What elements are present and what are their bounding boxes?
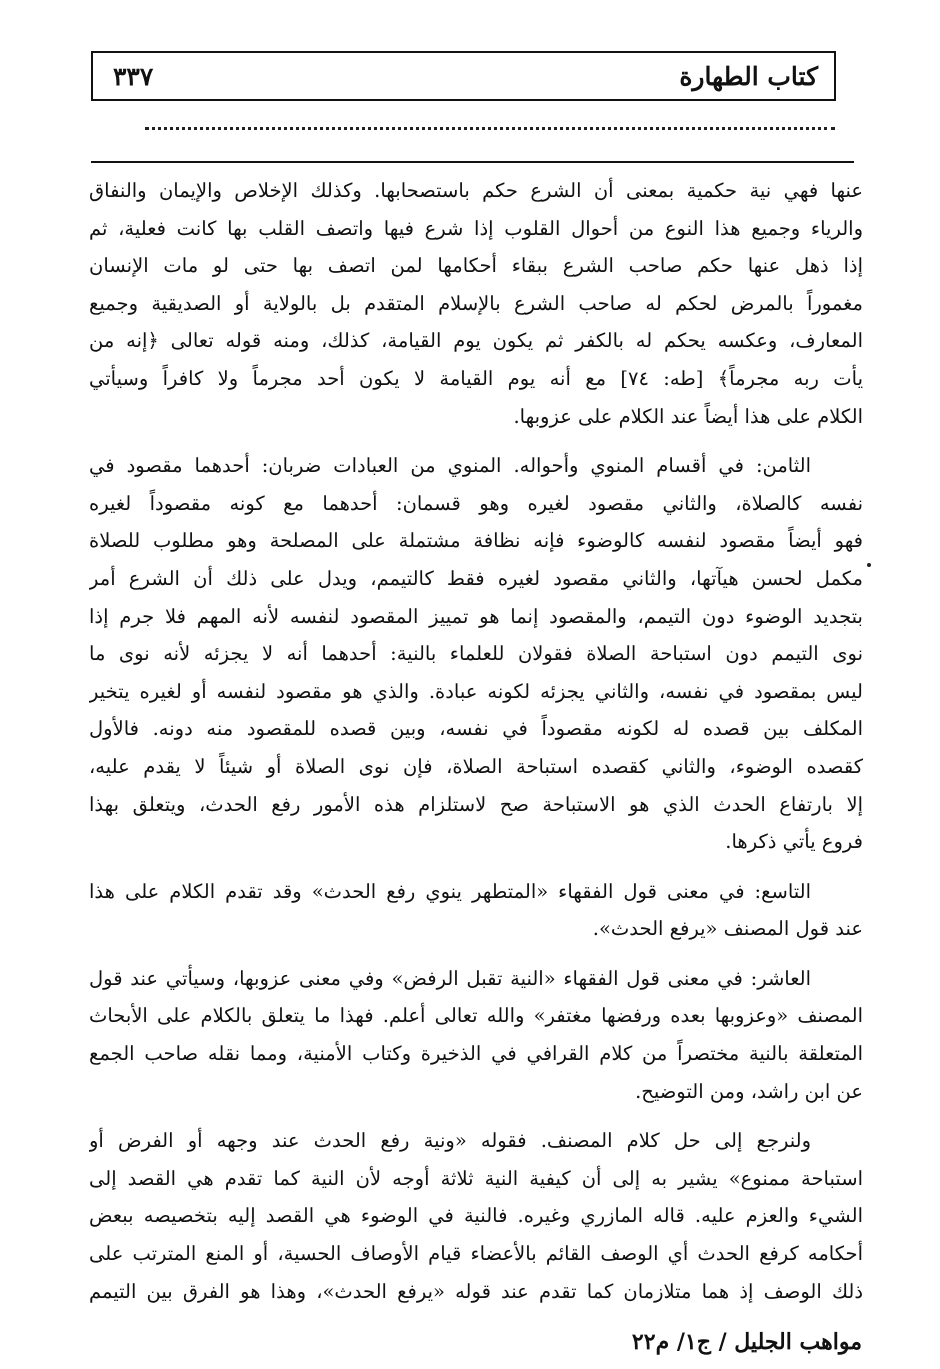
margin-mark: [867, 563, 871, 567]
text-line: المصنف «وعزوبها بعده ورفضها مغتفر» والله تعالى أعلم. فهذا ما يتعلق بالكلام على الأبحاث: [89, 1004, 863, 1028]
text-line: ليس بمقصود في نفسه، والثاني يجزئه لكونه عبادة. والذي هو مقصود لنفسه أو لغيره يتخير: [89, 679, 863, 703]
text-line: المعارف، وعكسه يحكم له بالكفر ثم يكون يوم القيامة، كذلك، ومنه قوله تعالى ﴿إنه من: [89, 329, 863, 353]
paragraph: [89, 447, 863, 861]
text-line: نفسه كالصلاة، والثاني مقصود لغيره وهو قسمان: أحدهما مع كونه مقصوداً لغيره: [89, 491, 863, 515]
running-header: [91, 51, 836, 101]
paragraph: [89, 1122, 863, 1310]
text-line: المتعلقة بالنية مختصراً من كلام القرافي في الذخيرة وكتاب الأمنية، ومما نقله صاحب الجمع: [89, 1042, 863, 1066]
text-line: مكمل لحسن هيآتها، والثاني مقصود لغيره فقط كالتيمم، ويدل على ذلك أن الشرع أمر: [89, 566, 863, 590]
text-line: فروع يأتي ذكرها.: [725, 830, 863, 854]
text-line: أحكامه كرفع الحدث أي الوصف القائم بالأعضاء قيام الأوصاف الحسية، أو المنع المترتب على: [89, 1242, 863, 1266]
chapter-title: كتاب الطهارة: [679, 62, 818, 91]
text-line: التاسع: في معنى قول الفقهاء «المتطهر ينوي رفع الحدث» وقد تقدم الكلام على هذا: [89, 879, 811, 903]
text-line: عنها فهي نية حكمية بمعنى أن الشرع حكم باستصحابها. وكذلك الإخلاص والإيمان والنفاق: [89, 179, 863, 202]
text-line: ذلك الوصف إذ هما متلازمان كما تقدم عند قوله «يرفع الحدث»، وهذا هو الفرق بين التيمم: [89, 1279, 863, 1303]
text-line: عن ابن راشد، ومن التوضيح.: [635, 1079, 863, 1103]
footer-signature: مواهب الجليل / ج١/ م٢٢: [631, 1329, 862, 1355]
page-number: ٣٣٧: [113, 62, 154, 91]
paragraph: [89, 172, 863, 435]
dotted-separator: [145, 127, 835, 130]
text-line: ولنرجع إلى حل كلام المصنف. فقوله «ونية رفع الحدث عند وجهه أو الفرض أو: [89, 1129, 811, 1153]
text-line: يأت ربه مجرماً﴾ [طه: ٧٤] مع أنه يوم القيامة لا يكون أحد مجرماً ولا كافراً وسيأتي: [89, 366, 863, 390]
text-line: العاشر: في معنى قول الفقهاء «النية تقبل الرفض» وفي معنى عزوبها، وسيأتي عند قول: [89, 966, 811, 990]
text-line: إذا ذهل عنها حكم صاحب الشرع ببقاء أحكامها لمن اتصف بها حتى لو مات الإنسان: [89, 254, 863, 278]
text-line: والرياء وجميع هذا النوع من أحوال القلوب إذا شرع فيها واتصف القلب بها كانت فعلية، ثم: [89, 216, 863, 240]
text-line: مغموراً بالمرض لحكم له صاحب الشرع بالإسلام المتقدم بل بالولاية أو الصديقية وجميع: [89, 291, 863, 315]
text-line: المكلف بين قصده له لكونه مقصوداً في نفسه، وبين قصده للمقصود منه دونه. فالأول: [89, 717, 863, 741]
text-line: استباحة ممنوع» يشير به إلى أن كيفية النية ثلاثة أوجه لأن النية كما تقدم هي القصد إلى: [89, 1166, 863, 1190]
paragraph: [89, 873, 863, 948]
text-line: الشيء والعزم عليه. قاله المازري وغيره. فالنية في الوضوء هي القصد إليه بتخصيصه ببعض: [89, 1204, 863, 1228]
text-line: بتجديد الوضوء دون التيمم، والمقصود إنما هو تمييز المقصود لنفسه لأنه المهم فلا جرم إذا: [89, 604, 863, 628]
text-line: فهو أيضاً مقصود لنفسه كالوضوء فإنه نظافة مشتملة على المصلحة وهو مطلوب للصلاة: [89, 529, 863, 553]
text-line: كقصده الوضوء، والثاني كقصده استباحة الصلاة، فإن نوى الصلاة أو شيئاً لا يقدم عليه،: [89, 754, 863, 778]
header-rule: [91, 161, 854, 163]
text-line: نوى التيمم دون استباحة الصلاة فقولان للعلماء بالنية: أحدهما أنه لا يجزئه لأنه نوى ما: [89, 642, 863, 666]
paragraph: [89, 960, 863, 1110]
text-line: الثامن: في أقسام المنوي وأحواله. المنوي من العبادات ضربان: أحدهما مقصود في: [89, 454, 811, 478]
text-line: إلا بارتفاع الحدث الذي هو الاستباحة صح لاستلزام هذه الأمور رفع الحدث، ويتعلق بهذا: [89, 792, 863, 816]
text-line: الكلام على هذا أيضاً عند الكلام على عزوبها.: [513, 404, 863, 428]
body-text: [89, 172, 863, 1316]
text-line: عند قول المصنف «يرفع الحدث».: [592, 917, 863, 941]
